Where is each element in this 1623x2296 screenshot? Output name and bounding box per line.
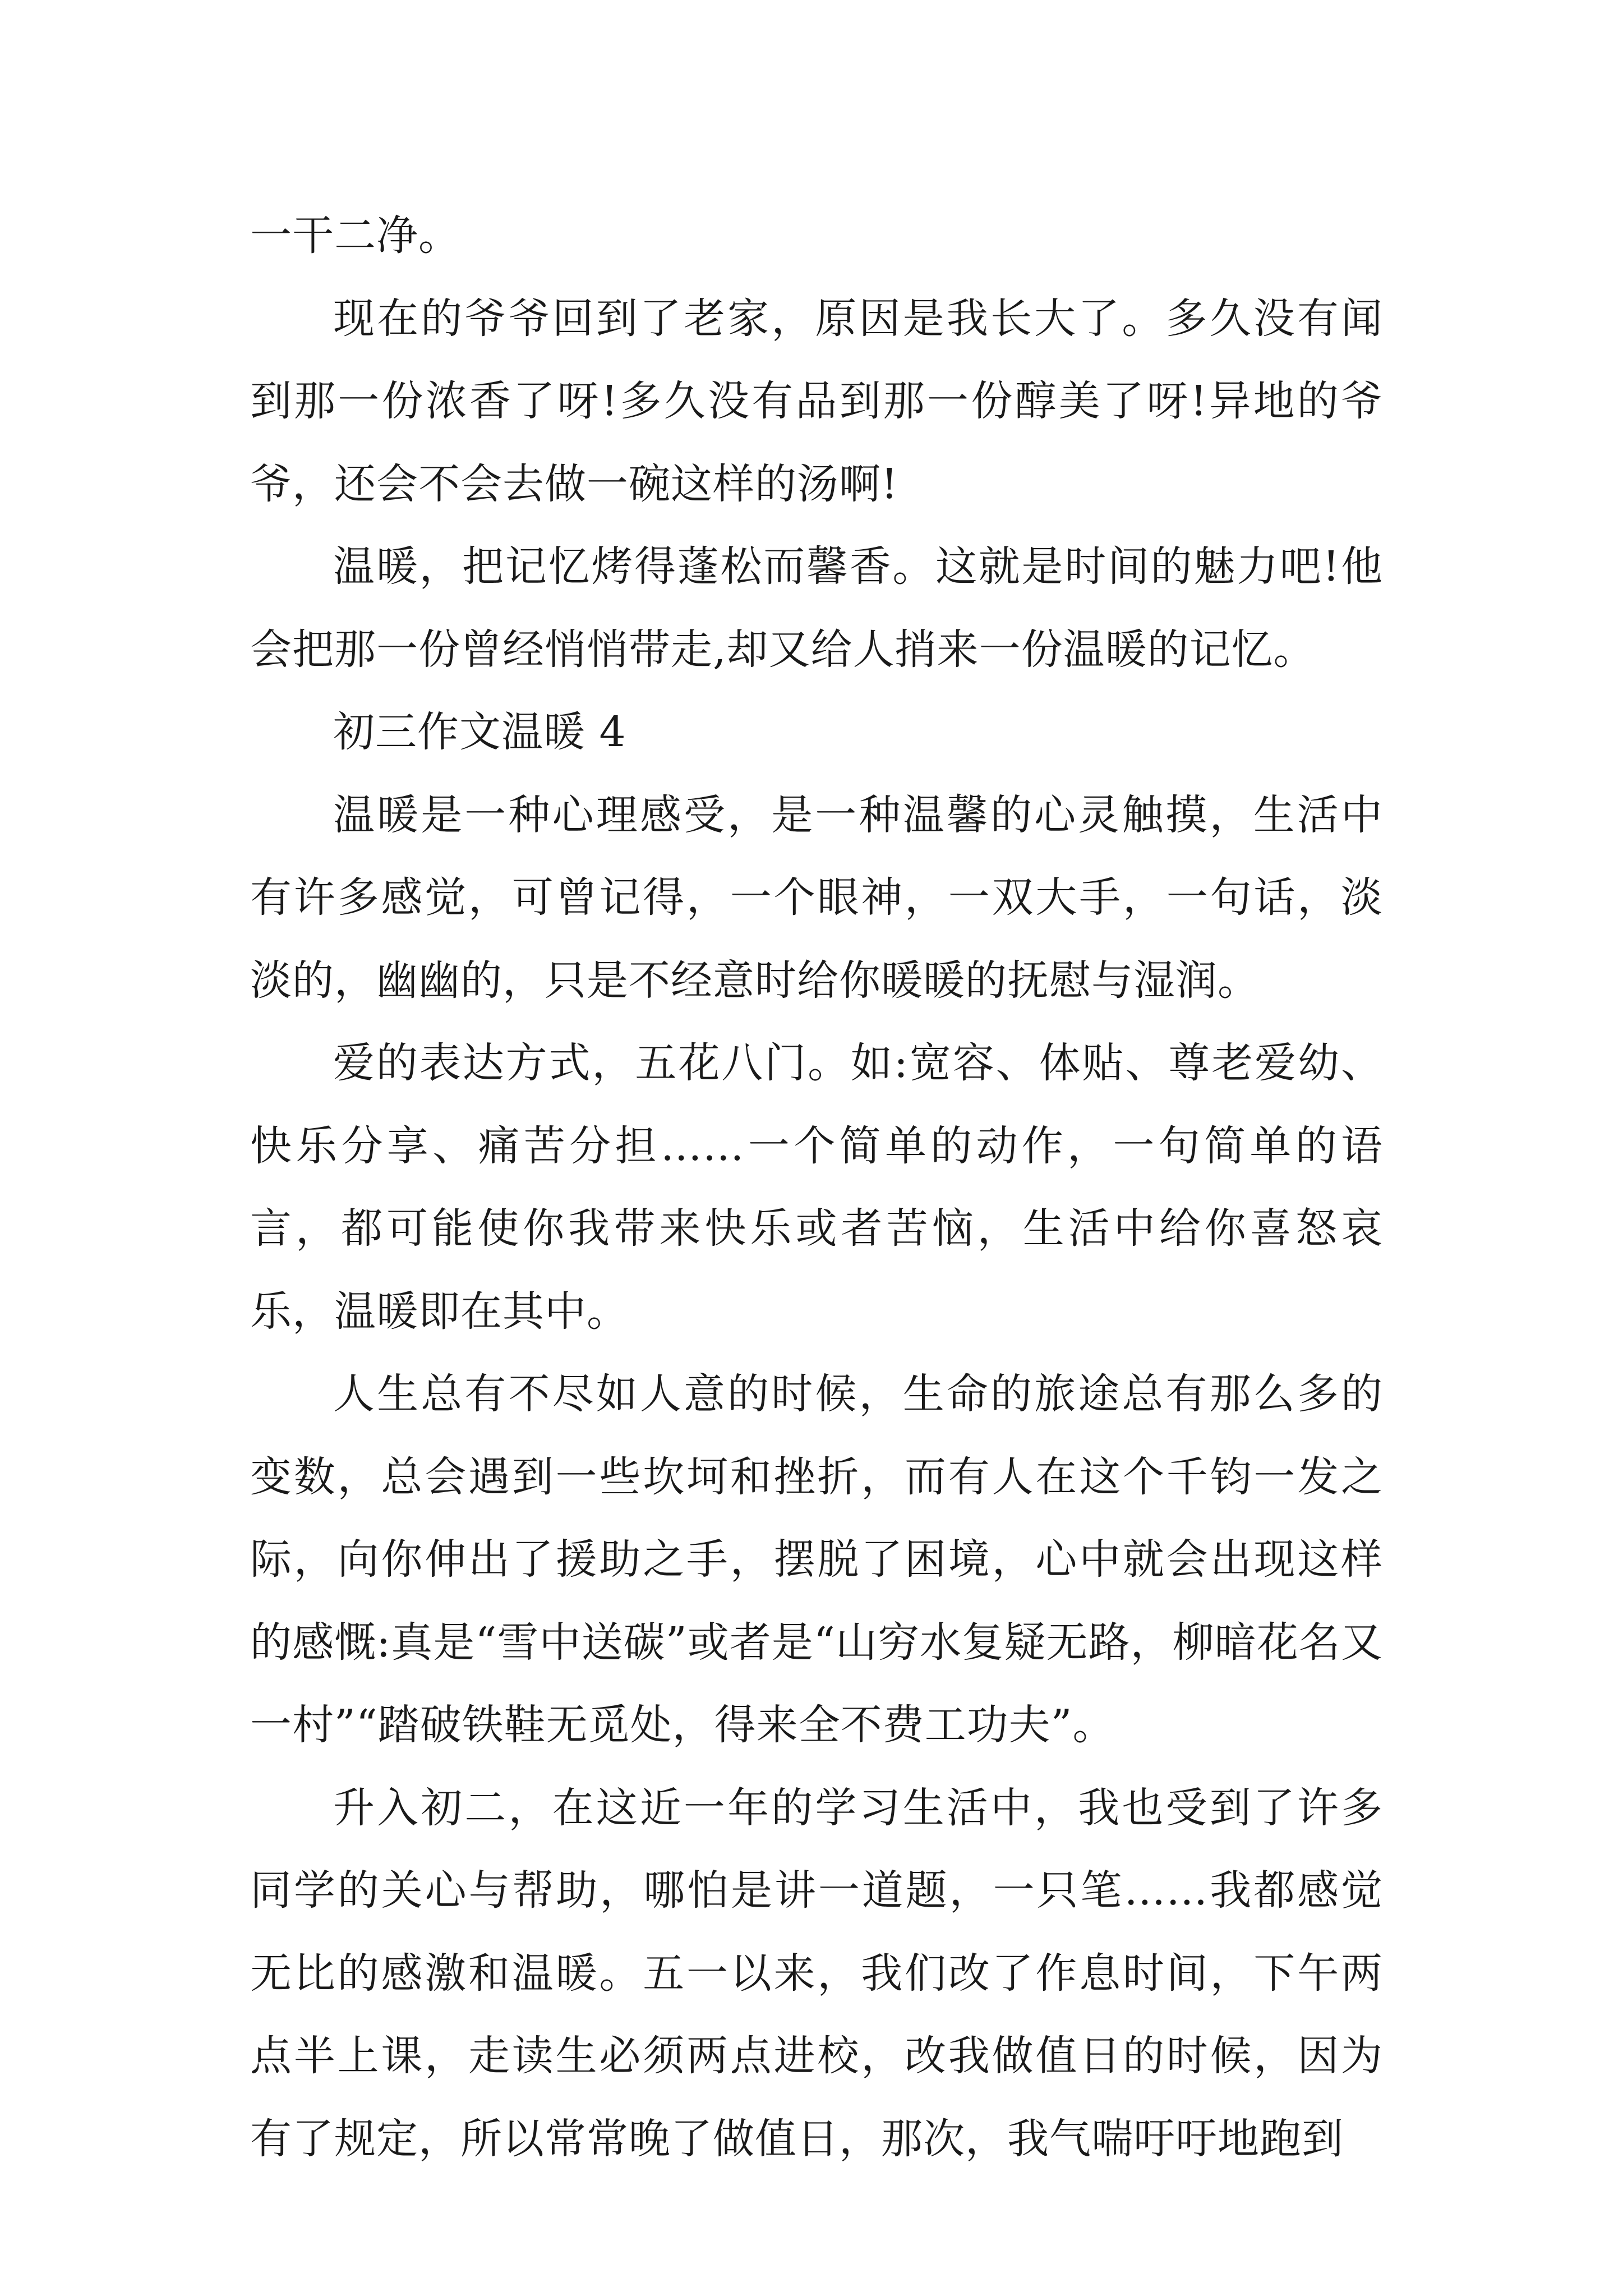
- document-body: [250, 195, 1383, 2180]
- paragraph-4: 温暖是一种心理感受，是一种温馨的心灵触摸，生活中有许多感觉，可曾记得，一个眼神，一双大手，一句话，淡淡的，幽幽的，只是不经意时给你暖暖的抚慰与湿润。: [250, 790, 1383, 1005]
- paragraph-1: 一干二净。: [250, 211, 460, 260]
- paragraph-7: 升入初二，在这近一年的学习生活中，我也受到了许多同学的关心与帮助，哪怕是讲一道题，一只笔……我都感觉无比的感激和温暖。五一以来，我们改了作息时间，下午两点半上课，走读生必须两点进校，改我做值日的时候，因为有了规定，所以常常晚了做值日，那次，我气喘吁吁地跑到: [250, 1783, 1383, 2163]
- paragraph-6: 人生总有不尽如人意的时候，生命的旅途总有那么多的变数，总会遇到一些坎坷和挫折，而有人在这个千钧一发之际，向你伸出了援助之手，摆脱了困境，心中就会出现这样的感慨:真是“雪中送碳”或者是“山穷水复疑无路，柳暗花名又一村”“踏破铁鞋无觅处，得来全不费工功夫”。: [250, 1370, 1383, 1749]
- paragraph-3: 温暖，把记忆烤得蓬松而馨香。这就是时间的魅力吧!他会把那一份曾经悄悄带走,却又给人捎来一份温暖的记忆。: [250, 542, 1383, 674]
- paragraph-5: 爱的表达方式，五花八门。如:宽容、体贴、尊老爱幼、快乐分享、痛苦分担……一个简单的动作，一句简单的语言，都可能使你我带来快乐或者苦恼，生活中给你喜怒哀乐，温暖即在其中。: [250, 1039, 1383, 1336]
- paragraph-2: 现在的爷爷回到了老家，原因是我长大了。多久没有闻到那一份浓香了呀!多久没有品到那一份醇美了呀!异地的爷爷，还会不会去做一碗这样的汤啊!: [250, 294, 1383, 508]
- section-heading: 初三作文温暖 4: [333, 708, 626, 756]
